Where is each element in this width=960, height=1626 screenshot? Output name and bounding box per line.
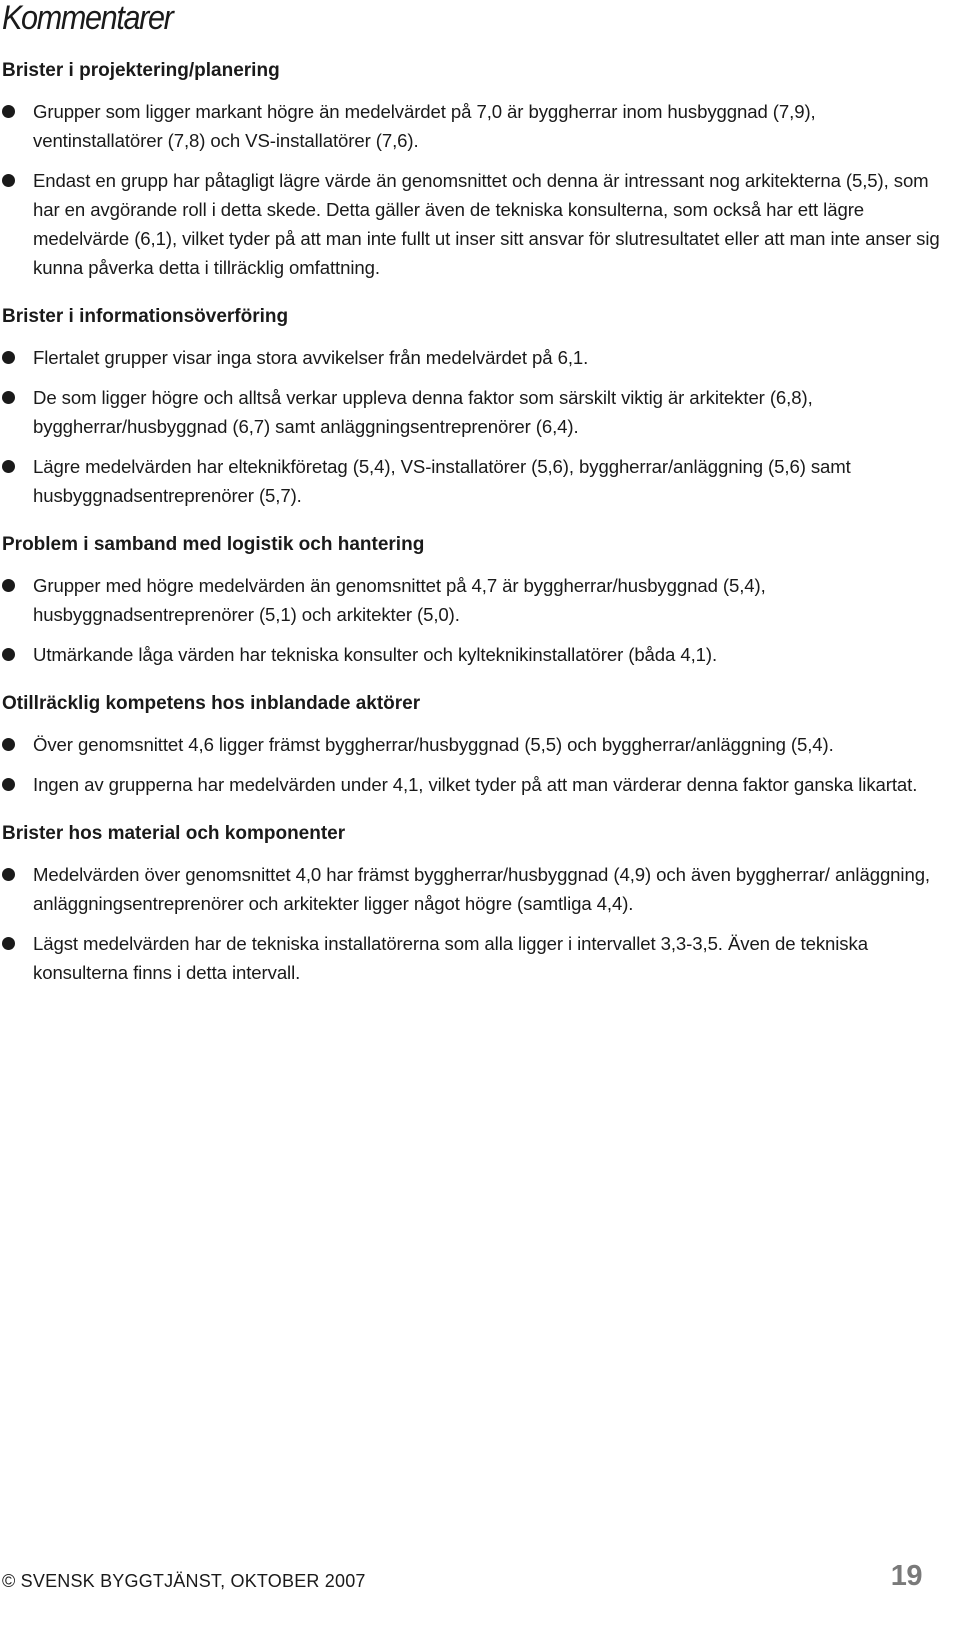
list-item-text: Över genomsnittet 4,6 ligger främst byggherrar/husbyggnad (5,5) och byggherrar/anläggning (5,4). — [33, 734, 834, 755]
list-item-text: Endast en grupp har påtagligt lägre värde än genomsnittet och denna är intressant nog arkitekterna (5,5), som har en avgörande roll i detta skede. Detta gäller även de tekniska konsulterna, som också har ett lägre medelvärde (6,1), vilket tyder på att man inte fullt ut inser sitt ansvar för slutresultatet eller att man inte anser sig kunna påverka detta i tillräcklig omfattning. — [33, 170, 940, 278]
bullet-list — [2, 343, 942, 510]
section-heading: Brister hos material och komponenter — [2, 823, 346, 844]
list-item — [2, 860, 942, 918]
list-item-text: Grupper som ligger markant högre än medelvärdet på 7,0 är byggherrar inom husbyggnad (7,9), ventinstallatörer (7,8) och VS-installatörer (7,6). — [33, 101, 816, 151]
footer-publisher: © SVENSK BYGGTJÄNST, OKTOBER 2007 — [2, 1571, 366, 1591]
section-informationsoverforing — [2, 304, 942, 510]
bullet-dot-icon — [2, 937, 15, 950]
bullet-dot-icon — [2, 174, 15, 187]
list-item-text: Grupper med högre medelvärden än genomsnittet på 4,7 är byggherrar/husbyggnad (5,4), husbyggnadsentreprenörer (5,1) och arkitekter (5,0). — [33, 575, 766, 625]
list-item-text: Lägre medelvärden har elteknikföretag (5,4), VS-installatörer (5,6), byggherrar/anläggning (5,6) samt husbyggnadsentreprenörer (5,7). — [33, 456, 851, 506]
list-item — [2, 343, 942, 372]
section-projektering — [2, 58, 942, 282]
bullet-list — [2, 860, 942, 987]
list-item — [2, 97, 942, 155]
list-item-text: Lägst medelvärden har de tekniska installatörerna som alla ligger i intervallet 3,3-3,5. Även de tekniska konsulterna finns i detta intervall. — [33, 933, 868, 983]
bullet-dot-icon — [2, 391, 15, 404]
section-heading: Brister i projektering/planering — [2, 60, 280, 81]
bullet-list — [2, 571, 942, 669]
list-item — [2, 571, 942, 629]
list-item — [2, 640, 942, 669]
page-title: Kommentarer — [2, 0, 173, 37]
section-kompetens — [2, 691, 942, 799]
list-item-text: Utmärkande låga värden har tekniska konsulter och kylteknikinstallatörer (båda 4,1). — [33, 644, 718, 665]
bullet-list — [2, 97, 942, 282]
section-heading: Brister i informationsöverföring — [2, 306, 289, 327]
bullet-dot-icon — [2, 778, 15, 791]
section-heading: Problem i samband med logistik och hantering — [2, 534, 425, 555]
main-content — [2, 58, 942, 1009]
list-item — [2, 383, 942, 441]
bullet-dot-icon — [2, 351, 15, 364]
list-item-text: De som ligger högre och alltså verkar uppleva denna faktor som särskilt viktig är arkitekter (6,8), byggherrar/husbyggnad (6,7) samt anläggningsentreprenörer (6,4). — [33, 387, 813, 437]
bullet-dot-icon — [2, 868, 15, 881]
section-logistik — [2, 532, 942, 669]
list-item — [2, 166, 942, 282]
bullet-list — [2, 730, 942, 799]
list-item — [2, 452, 942, 510]
section-material — [2, 821, 942, 987]
list-item-text: Flertalet grupper visar inga stora avvikelser från medelvärdet på 6,1. — [33, 347, 589, 368]
bullet-dot-icon — [2, 579, 15, 592]
list-item — [2, 770, 942, 799]
list-item — [2, 929, 942, 987]
list-item-text: Medelvärden över genomsnittet 4,0 har främst byggherrar/husbyggnad (4,9) och även byggherrar/ anläggning, anläggningsentreprenörer och arkitekter ligger något högre (samtliga 4,4). — [33, 864, 930, 914]
bullet-dot-icon — [2, 460, 15, 473]
bullet-dot-icon — [2, 648, 15, 661]
list-item-text: Ingen av grupperna har medelvärden under 4,1, vilket tyder på att man värderar denna faktor ganska likartat. — [33, 774, 918, 795]
page-number: 19 — [890, 1560, 922, 1592]
bullet-dot-icon — [2, 105, 15, 118]
list-item — [2, 730, 942, 759]
bullet-dot-icon — [2, 738, 15, 751]
section-heading: Otillräcklig kompetens hos inblandade aktörer — [2, 693, 421, 714]
